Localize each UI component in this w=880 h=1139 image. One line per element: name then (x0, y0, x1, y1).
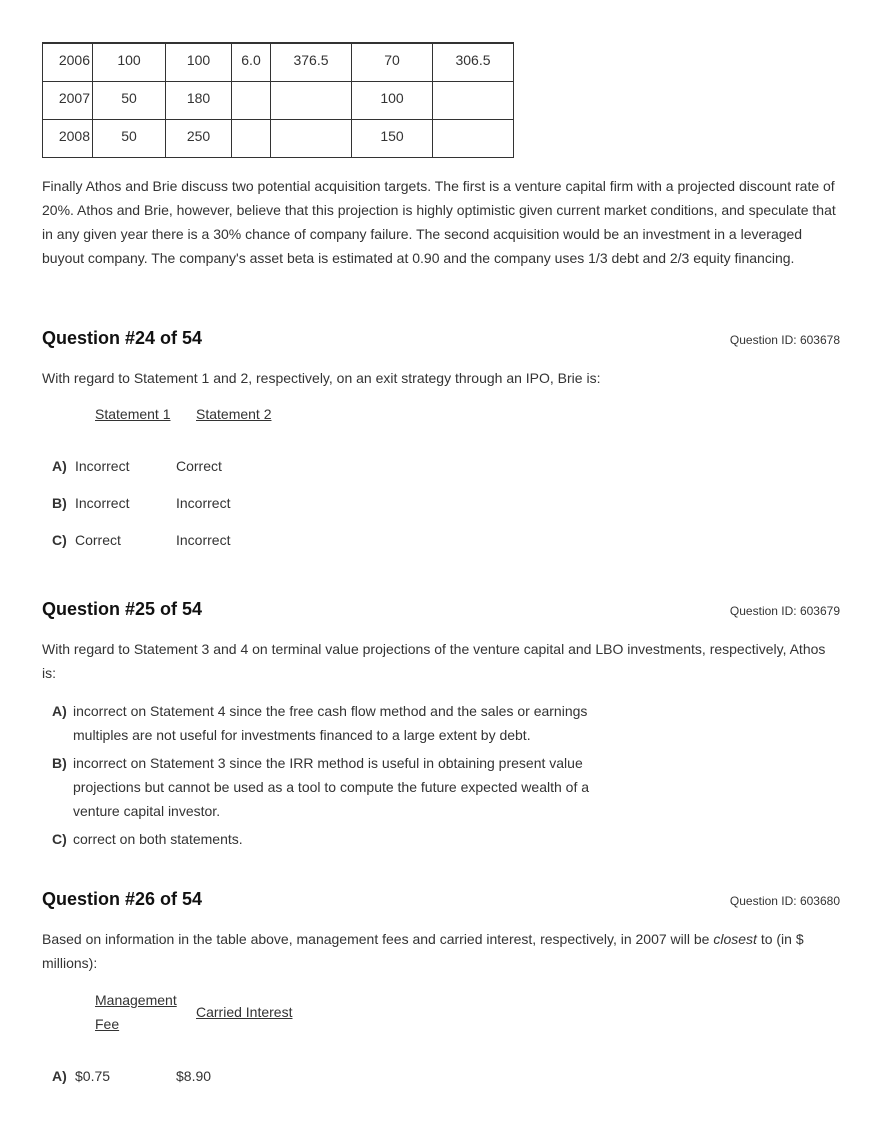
option-letter[interactable]: C) (52, 532, 67, 548)
table-row (43, 81, 514, 119)
table-row (43, 119, 514, 157)
option-text[interactable]: incorrect on Statement 3 since the IRR method is useful in obtaining present value projections but cannot be used as a tool to compute the future expected wealth of a venture capital investor. (73, 755, 590, 819)
table-cell: 306.5 (433, 43, 514, 81)
table-cell: 50 (93, 81, 166, 119)
prompt-text: to (in $ millions): (42, 931, 804, 971)
table-cell: 100 (352, 81, 433, 119)
column-header: Statement 1 (95, 406, 171, 422)
intro-paragraph: Finally Athos and Brie discuss two potential acquisition targets. The first is a venture capital firm with a projected discount rate of 20%. Athos and Brie, however, believe that this projection is highly optimistic given current market conditions, and speculate that in any given year there is a 30% chance of company failure. The second acquisition would be an investment in a leveraged buyout company. The company's asset beta is estimated at 0.90 and the company uses 1/3 debt and 2/3 equity financing. (42, 178, 836, 266)
option-text[interactable]: Incorrect (176, 495, 231, 511)
option-text[interactable]: Correct (75, 532, 121, 548)
question-prompt (42, 927, 840, 975)
option-text[interactable]: incorrect on Statement 4 since the free cash flow method and the sales or earnings multiples are not useful for investments financed to a large extent by debt. (73, 703, 588, 743)
table-cell: 70 (352, 43, 433, 81)
table-cell: 2006 (43, 43, 93, 81)
option-text[interactable]: Correct (176, 458, 222, 474)
table-cell (271, 81, 352, 119)
prompt-emphasis: closest (713, 931, 757, 947)
table-cell: 180 (166, 81, 232, 119)
option-text[interactable]: $0.75 (75, 1068, 111, 1084)
table-row (43, 43, 514, 81)
column-header: Statement 2 (196, 406, 272, 422)
option-letter[interactable]: A) (52, 703, 67, 719)
option-text[interactable]: Incorrect (75, 495, 130, 511)
question-24-header (42, 328, 840, 352)
option-letter[interactable]: C) (52, 831, 67, 847)
table-cell: 100 (166, 43, 232, 81)
prompt-text: Based on information in the table above, management fees and carried interest, respectively, in 2007 will be (42, 931, 714, 947)
question-26-header (42, 889, 840, 913)
option-letter[interactable]: A) (52, 1068, 67, 1084)
table-cell (433, 119, 514, 157)
option-text[interactable]: correct on both statements. (73, 831, 243, 847)
table-cell (232, 119, 271, 157)
column-header: Carried Interest (196, 1004, 293, 1020)
option-text[interactable]: $8.90 (176, 1068, 212, 1084)
option-letter[interactable]: B) (52, 755, 67, 771)
question-title: Question #24 of 54 (42, 328, 203, 348)
question-prompt: With regard to Statement 1 and 2, respectively, on an exit strategy through an IPO, Brie is: (42, 370, 601, 386)
question-id: Question ID: 603678 (729, 333, 840, 347)
table-cell (232, 81, 271, 119)
table-cell: 2008 (43, 119, 93, 157)
table-cell: 150 (352, 119, 433, 157)
question-prompt: With regard to Statement 3 and 4 on terminal value projections of the venture capital and LBO investments, respectively, Athos is: (42, 641, 826, 681)
column-header: Management Fee (95, 992, 177, 1032)
question-id: Question ID: 603680 (729, 894, 840, 908)
table-cell: 100 (93, 43, 166, 81)
table-cell: 50 (93, 119, 166, 157)
option-text[interactable]: Incorrect (176, 532, 231, 548)
option-letter[interactable]: B) (52, 495, 67, 511)
question-25-header (42, 599, 840, 623)
table-cell (271, 119, 352, 157)
question-id: Question ID: 603679 (729, 604, 840, 618)
table-cell: 250 (166, 119, 232, 157)
question-title: Question #25 of 54 (42, 599, 203, 619)
fund-table (42, 42, 514, 158)
question-title: Question #26 of 54 (42, 889, 203, 909)
option-letter[interactable]: A) (52, 458, 67, 474)
option-text[interactable]: Incorrect (75, 458, 130, 474)
table-cell (433, 81, 514, 119)
table-cell: 376.5 (271, 43, 352, 81)
table-cell: 6.0 (232, 43, 271, 81)
table-cell: 2007 (43, 81, 93, 119)
